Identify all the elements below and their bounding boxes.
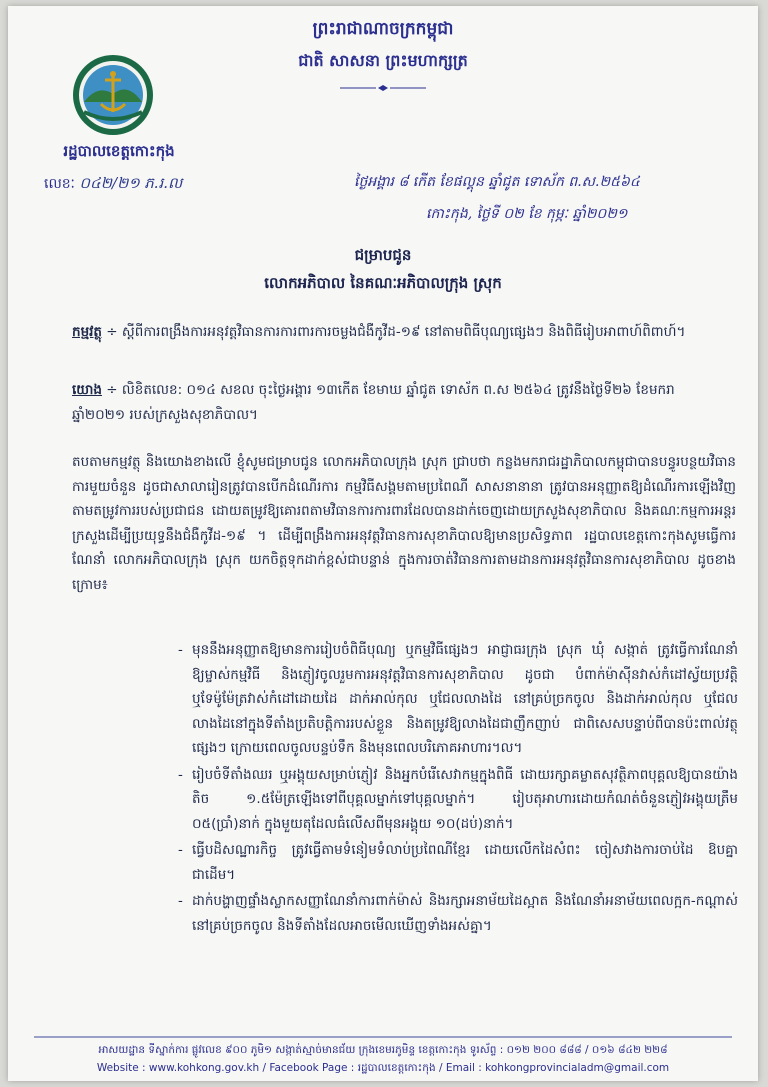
- provincial-seal-logo: [72, 54, 154, 136]
- list-item: - ធ្វើបដិសណ្ឋារកិច្ច ត្រូវធ្វើតាមទំនៀមទំលាប់ប្រពៃណីខ្មែរ ដោយលើកដៃសំពះ ចៀសវាងការចាប់ដៃ ឱបគ្នាជាដើម។: [178, 838, 738, 887]
- list-item: - មុននឹងអនុញ្ញាតឱ្យមានការរៀបចំពិធីបុណ្យ ឬកម្មវិធីផ្សេងៗ អាជ្ញាធរក្រុង ស្រុក ឃុំ សង្កាត់ ត្រូវធ្វើការណែនាំឱ្យម្ចាស់កម្មវិធី និងភ្ញៀវចូលរួមការអនុវត្តវិធានការសុខាភិបាល ដូចជា បំពាក់ម៉ាស៊ីនវាស់កំដៅស្វ័យប្រវត្តិ ឬទែម៉ូម៉ែត្រវាស់កំដៅដោយដៃ ដាក់អាល់កុល ឬជែលលាងដៃ នៅគ្រប់ច្រកចូល និងដាក់អាល់កុល ឬជែលលាងដៃនៅក្នុងទីតាំងប្រតិបត្តិការរបស់ខ្លួន និងតម្រូវឱ្យលាងដៃជាញឹកញាប់ ជាពិសេសបន្ទាប់ពីបានប៉ះពាល់វត្ថុផ្សេងៗ ក្រោយពេលចូលបន្ទប់ទឹក និងមុនពេលបរិភោគអាហារ។ល។: [178, 638, 738, 761]
- ornament-divider: [338, 84, 428, 92]
- addressee: លោកអភិបាល នៃគណៈអភិបាលក្រុង ស្រុក: [264, 274, 502, 292]
- footer-contacts: Website : www.kohkong.gov.kh / Facebook Page : រដ្ឋបាលខេត្តកោះកុង / Email : kohkongprovincialadm@gmail.com: [96, 1062, 670, 1074]
- letter-page: [8, 6, 758, 1081]
- instruction-list: [178, 638, 738, 940]
- subject-text: ÷ ស្ដីពីការពង្រឹងការអនុវត្តវិធានការការពារការចម្លងជំងឺកូវីដ-១៩ នៅតាមពិធីបុណ្យផ្សេងៗ និងពិធីរៀបអាពាហ៍ពិពាហ៍។: [106, 324, 686, 340]
- kingdom-heading: ព្រះរាជាណាចក្រកម្ពុជា: [312, 19, 454, 39]
- issuing-authority: រដ្ឋបាលខេត្តកោះកុង: [63, 142, 175, 160]
- reference-number-value: ០៤២/២១: [79, 174, 140, 192]
- lunar-date: ថ្ងៃអង្គារ ៨ កើត ខែផល្គុន ឆ្នាំជូត ទោស័ក ព.ស.២៥៦៤: [354, 174, 640, 190]
- citation-label: យោង: [72, 382, 102, 398]
- reference-suffix: ភ.រ.ល: [144, 174, 183, 192]
- reference-number: [44, 174, 182, 196]
- footer-address: អាសយដ្ឋាន ទីស្នាក់ការ ផ្លូវលេខ ៩០០ ភូមិ១ សង្កាត់ស្មាច់មានជ័យ ក្រុងខេមរភូមិន្ទ ខេត្តកោះកុង ទូរស័ព្ទ : ០១២ ២០០ ៨៨៨ / ០១៦ ៨៤២ ២២៨: [98, 1044, 668, 1056]
- citation-text: ÷ លិខិតលេខ: ០១៤ សខល ចុះថ្ងៃអង្គារ ១៣កើត ខែមាឃ ឆ្នាំជូត ទោស័ក ព.ស ២៥៦៤ ត្រូវនឹងថ្ងៃទី២៦ ខែមករា ឆ្នាំ២០២១ របស់ក្រសួងសុខាភិបាល។: [72, 382, 675, 423]
- solar-date: កោះកុង, ថ្ងៃទី ០២ ខែ កុម្ភៈ ឆ្នាំ២០២១: [426, 206, 628, 222]
- list-item: - រៀបចំទីតាំងឈរ ឬអង្គុយសម្រាប់ភ្ញៀវ និងអ្នកបំរើសេវាកម្មក្នុងពិធី ដោយរក្សាគម្លាតសុវត្ថិភាពបុគ្គលឱ្យបានយ៉ាងតិច ១.៥ម៉ែត្រឡើងទៅពីបុគ្គលម្នាក់ទៅបុគ្គលម្នាក់។ រៀបតុអាហារដោយកំណត់ចំនួនភ្ញៀវអង្គុយត្រឹម ០៥(ប្រាំ)នាក់ ក្នុងមួយតុដែលធំលើសពីមុនអង្គុយ ១០(ដប់)នាក់។: [178, 763, 738, 837]
- subject-label: កម្មវត្ថុ: [72, 324, 102, 340]
- body-paragraph: តបតាមកម្មវត្ថុ និងយោងខាងលើ ខ្ញុំសូមជម្រាបជូន លោកអភិបាលក្រុង ស្រុក ជ្រាបថា កន្លងមករាជរដ្ឋាភិបាលកម្ពុជាបានបន្ធូរបន្ថយវិធានការមួយចំនួន ដូចជាសាលារៀនត្រូវបានបើកដំណើរការ កម្មវិធីសង្គមតាមប្រពៃណី សាសនានានា ត្រូវបានអនុញ្ញាតឱ្យដំណើរការឡើងវិញតាមតម្រូវការរបស់ប្រជាជន ដោយតម្រូវឱ្យគោរពតាមវិធានការការពារដែលបានដាក់ចេញដោយក្រសួងសុខាភិបាល និងគណៈកម្មការអន្តរក្រសួងដើម្បីប្រយុទ្ធនឹងជំងឺកូវីដ-១៩ ។ ដើម្បីពង្រឹងការអនុវត្តវិធានការសុខាភិបាលឱ្យមានប្រសិទ្ធភាព រដ្ឋបាលខេត្តកោះកុងសូមធ្វើការណែនាំ លោកអភិបាលក្រុង ស្រុក យកចិត្តទុកដាក់ខ្ពស់ជាបន្ទាន់ ក្នុងការចាត់វិធានការតាមដានការអនុវត្តវិធានការសុខាភិបាល ដូចខាងក្រោម៖: [72, 454, 736, 593]
- national-motto: ជាតិ សាសនា ព្រះមហាក្សត្រ: [298, 51, 468, 70]
- citation-line: [72, 378, 732, 428]
- list-item: - ដាក់បង្ហាញផ្ទាំងស្លាកសញ្ញាណែនាំការពាក់ម៉ាស់ និងរក្សាអនាម័យដៃស្អាត និងណែនាំអនាម័យពេលក្អក-កណ្ដាស់ នៅគ្រប់ច្រកចូល និងទីតាំងដែលអាចមើលឃើញទាំងអស់គ្នា។: [178, 889, 738, 938]
- subject-line: [72, 320, 732, 345]
- notice-title: ជម្រាបជូន: [354, 246, 412, 264]
- reference-label: លេខៈ: [44, 176, 75, 192]
- footer-divider: [34, 1036, 732, 1038]
